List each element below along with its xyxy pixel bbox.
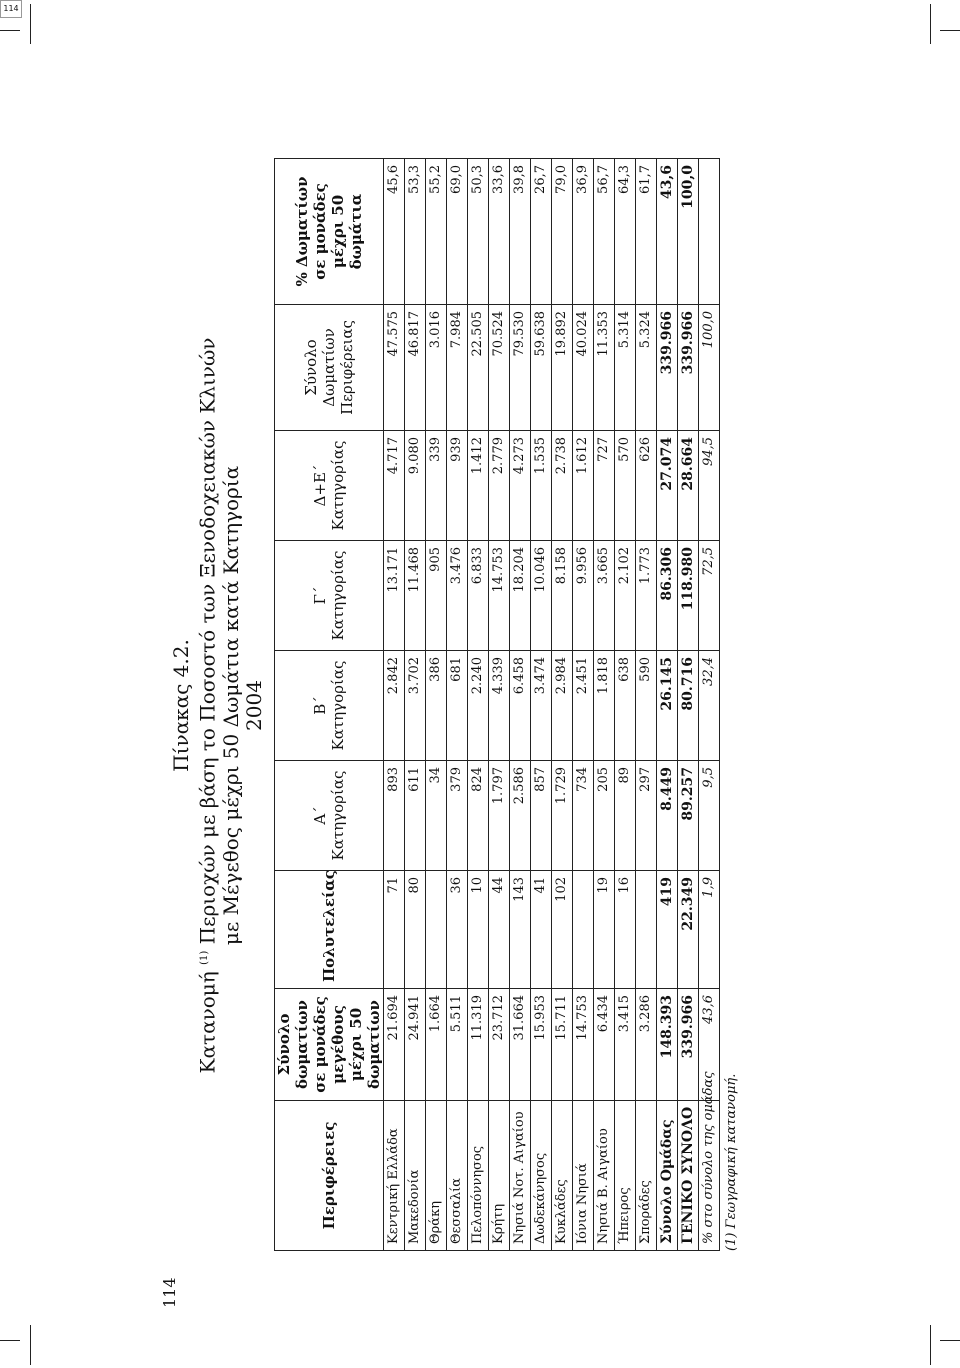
table-cell: 3.415: [614, 989, 635, 1101]
table-cell: 8.449: [656, 761, 677, 871]
row-label: Κρήτη: [488, 1101, 509, 1251]
table-cell: 61,7: [635, 159, 656, 305]
table-cell: 339.966: [677, 305, 698, 431]
table-cell: 339.966: [656, 305, 677, 431]
table-cell: 19: [593, 871, 614, 989]
row-label: Μακεδονία: [404, 1101, 425, 1251]
table-cell: 41: [530, 871, 551, 989]
table-cell: 379: [446, 761, 467, 871]
table-cell: 70.524: [488, 305, 509, 431]
table-cell: 89: [614, 761, 635, 871]
corner-page-number: 114: [0, 0, 22, 18]
table-row: [551, 159, 572, 1251]
table-cell: 2.842: [383, 651, 404, 761]
table-row: [530, 159, 551, 1251]
table-cell: 72,5: [698, 541, 719, 651]
table-cell: 7.984: [446, 305, 467, 431]
crop-mark: [930, 1325, 931, 1365]
crop-mark: [940, 1340, 960, 1341]
percent-row: [698, 159, 719, 1251]
header-cell: Σύνολο Δωματίων Περιφέρειας: [274, 305, 383, 431]
table-cell: 6.833: [467, 541, 488, 651]
table-cell: 10.046: [530, 541, 551, 651]
table-cell: 626: [635, 431, 656, 541]
table-cell: 36,9: [572, 159, 593, 305]
table-cell: 55,2: [425, 159, 446, 305]
table-cell: [698, 159, 719, 305]
crop-mark: [30, 4, 31, 44]
table-cell: 18.204: [509, 541, 530, 651]
table-cell: 905: [425, 541, 446, 651]
table-cell: 27.074: [656, 431, 677, 541]
table-cell: 638: [614, 651, 635, 761]
crop-mark: [930, 4, 931, 44]
table-cell: 3.702: [404, 651, 425, 761]
table-cell: 89.257: [677, 761, 698, 871]
table-cell: 14.753: [488, 541, 509, 651]
title-line-2: [193, 148, 220, 1263]
table-cell: 8.158: [551, 541, 572, 651]
table-cell: 69,0: [446, 159, 467, 305]
row-label: Θράκη: [425, 1101, 446, 1251]
table-cell: [572, 871, 593, 989]
table-row: [488, 159, 509, 1251]
table-cell: 43,6: [656, 159, 677, 305]
table-cell: 5.324: [635, 305, 656, 431]
table-cell: 47.575: [383, 305, 404, 431]
page-number: 114: [160, 1277, 179, 1308]
title-line-2-start: Κατανομή: [195, 964, 220, 1074]
table-cell: 16: [614, 871, 635, 989]
row-label: Θεσσαλία: [446, 1101, 467, 1251]
table-row: [593, 159, 614, 1251]
table-cell: 611: [404, 761, 425, 871]
table-row: [509, 159, 530, 1251]
row-label: Σποράδες: [635, 1101, 656, 1251]
row-label: Ήπειρος: [614, 1101, 635, 1251]
table-cell: 339: [425, 431, 446, 541]
table-cell: 26,7: [530, 159, 551, 305]
total-row: [656, 159, 677, 1251]
table-cell: 59.638: [530, 305, 551, 431]
table-cell: 9.956: [572, 541, 593, 651]
table-cell: 143: [509, 871, 530, 989]
table-cell: 205: [593, 761, 614, 871]
table-cell: 590: [635, 651, 656, 761]
table-cell: 32,4: [698, 651, 719, 761]
table-cell: 4.717: [383, 431, 404, 541]
table-cell: 9,5: [698, 761, 719, 871]
table-cell: 50,3: [467, 159, 488, 305]
table-cell: 56,7: [593, 159, 614, 305]
header-cell: Σύνολο δωματίων σε μονάδες μεγέθους μέχρι 50 δωματίων: [274, 989, 383, 1101]
table-cell: 1.818: [593, 651, 614, 761]
row-label: Νησιά Β. Αιγαίου: [593, 1101, 614, 1251]
header-row: [274, 159, 383, 1251]
table-cell: 893: [383, 761, 404, 871]
table-cell: 80.716: [677, 651, 698, 761]
table-cell: 26.145: [656, 651, 677, 761]
table-cell: 79,0: [551, 159, 572, 305]
table-cell: 43,6: [698, 989, 719, 1101]
table-cell: 11.353: [593, 305, 614, 431]
table-cell: 118.980: [677, 541, 698, 651]
title-line-4: 2004: [241, 680, 266, 731]
table-cell: [635, 871, 656, 989]
table-cell: 86.306: [656, 541, 677, 651]
table-cell: 148.393: [656, 989, 677, 1101]
table-cell: 53,3: [404, 159, 425, 305]
table-cell: 13.171: [383, 541, 404, 651]
table-row: [467, 159, 488, 1251]
footnote-ref: (1): [199, 950, 210, 965]
table-cell: 419: [656, 871, 677, 989]
table-cell: 22.349: [677, 871, 698, 989]
header-cell: Γ΄ Κατηγορίας: [274, 541, 383, 651]
row-label: Κεντρική Ελλάδα: [383, 1101, 404, 1251]
table-cell: 2.451: [572, 651, 593, 761]
crop-mark: [30, 1325, 31, 1365]
table-title: [170, 148, 266, 1263]
table-cell: 1.664: [425, 989, 446, 1101]
table-cell: 102: [551, 871, 572, 989]
table-cell: 94,5: [698, 431, 719, 541]
header-cell: % Δωματίων σε μονάδες μέχρι 50 δωμάτια: [274, 159, 383, 305]
table-cell: 80: [404, 871, 425, 989]
header-cell: Β΄ Κατηγορίας: [274, 651, 383, 761]
rotated-page-content: [168, 148, 868, 1263]
table-row: [383, 159, 404, 1251]
data-table: [274, 158, 720, 1251]
table-cell: 9.080: [404, 431, 425, 541]
crop-mark: [940, 30, 960, 31]
table-cell: 28.664: [677, 431, 698, 541]
title-line-1: Πίνακας 4.2.: [169, 639, 193, 772]
table-row: [404, 159, 425, 1251]
table-cell: 2.984: [551, 651, 572, 761]
row-label: Κυκλάδες: [551, 1101, 572, 1251]
table-cell: 3.286: [635, 989, 656, 1101]
table-cell: 3.016: [425, 305, 446, 431]
table-cell: 24.941: [404, 989, 425, 1101]
table-cell: 939: [446, 431, 467, 541]
table-cell: 1.535: [530, 431, 551, 541]
table-cell: 45,6: [383, 159, 404, 305]
table-cell: [425, 871, 446, 989]
table-cell: 727: [593, 431, 614, 541]
table-cell: 1.412: [467, 431, 488, 541]
table-cell: 297: [635, 761, 656, 871]
table-row: [614, 159, 635, 1251]
table-cell: 40.024: [572, 305, 593, 431]
title-line-3: με Μέγεθος μέχρι 50 Δωμάτια κατά Κατηγορία: [218, 465, 243, 946]
table-cell: 1.729: [551, 761, 572, 871]
table-cell: 570: [614, 431, 635, 541]
table-cell: 4.339: [488, 651, 509, 761]
table-cell: 386: [425, 651, 446, 761]
crop-mark: [0, 30, 20, 31]
table-cell: 22.505: [467, 305, 488, 431]
row-label: ΓΕΝΙΚΟ ΣΥΝΟΛΟ: [677, 1101, 698, 1251]
table-cell: 100,0: [677, 159, 698, 305]
footnote: (1) Γεωγραφική κατανομή.: [723, 1073, 739, 1251]
header-cell: Πολυτελείας: [274, 871, 383, 989]
table-cell: 6.434: [593, 989, 614, 1101]
table-cell: 1.797: [488, 761, 509, 871]
table-cell: 36: [446, 871, 467, 989]
table-row: [425, 159, 446, 1251]
table-row: [446, 159, 467, 1251]
table-cell: 21.694: [383, 989, 404, 1101]
row-label: Πελοπόννησος: [467, 1101, 488, 1251]
row-label: Ιόνια Νησιά: [572, 1101, 593, 1251]
table-cell: 339.966: [677, 989, 698, 1101]
table-row: [635, 159, 656, 1251]
table-cell: 31.664: [509, 989, 530, 1101]
table-cell: 34: [425, 761, 446, 871]
table-cell: 2.102: [614, 541, 635, 651]
table-cell: 2.240: [467, 651, 488, 761]
row-label: Σύνολο Ομάδας: [656, 1101, 677, 1251]
table-cell: 4.273: [509, 431, 530, 541]
table-cell: 11.319: [467, 989, 488, 1101]
header-cell: Α΄ Κατηγορίας: [274, 761, 383, 871]
table-cell: 15.711: [551, 989, 572, 1101]
table-cell: 2.586: [509, 761, 530, 871]
row-label: Νησιά Νοτ. Αιγαίου: [509, 1101, 530, 1251]
table-cell: 681: [446, 651, 467, 761]
table-cell: 3.476: [446, 541, 467, 651]
table-row: [572, 159, 593, 1251]
table-cell: 3.474: [530, 651, 551, 761]
table-cell: 857: [530, 761, 551, 871]
table-cell: 2.738: [551, 431, 572, 541]
table-cell: 2.779: [488, 431, 509, 541]
table-cell: 1.773: [635, 541, 656, 651]
table-cell: 71: [383, 871, 404, 989]
crop-mark: [0, 1340, 20, 1341]
table-cell: 6.458: [509, 651, 530, 761]
table-cell: 44: [488, 871, 509, 989]
total-row: [677, 159, 698, 1251]
table-cell: 3.665: [593, 541, 614, 651]
table-cell: 1,9: [698, 871, 719, 989]
table-cell: 19.892: [551, 305, 572, 431]
table-cell: 1.612: [572, 431, 593, 541]
table-cell: 824: [467, 761, 488, 871]
table-cell: 46.817: [404, 305, 425, 431]
title-line-2-end: Περιοχών με βάση το Ποσοστό των Ξενοδοχειακών Κλινών: [195, 337, 220, 951]
table-cell: 11.468: [404, 541, 425, 651]
table-cell: 10: [467, 871, 488, 989]
table-cell: 64,3: [614, 159, 635, 305]
row-label: % στο σύνολο της ομάδας: [698, 1101, 719, 1251]
table-cell: 14.753: [572, 989, 593, 1101]
table-cell: 734: [572, 761, 593, 871]
header-cell: Περιφέρειες: [274, 1101, 383, 1251]
table-cell: 15.953: [530, 989, 551, 1101]
table-cell: 5.511: [446, 989, 467, 1101]
table-cell: 100,0: [698, 305, 719, 431]
table-cell: 39,8: [509, 159, 530, 305]
table-cell: 79.530: [509, 305, 530, 431]
header-cell: Δ+Ε΄ Κατηγορίας: [274, 431, 383, 541]
table-cell: 23.712: [488, 989, 509, 1101]
table-cell: 33,6: [488, 159, 509, 305]
table-cell: 5.314: [614, 305, 635, 431]
row-label: Δωδεκάνησος: [530, 1101, 551, 1251]
